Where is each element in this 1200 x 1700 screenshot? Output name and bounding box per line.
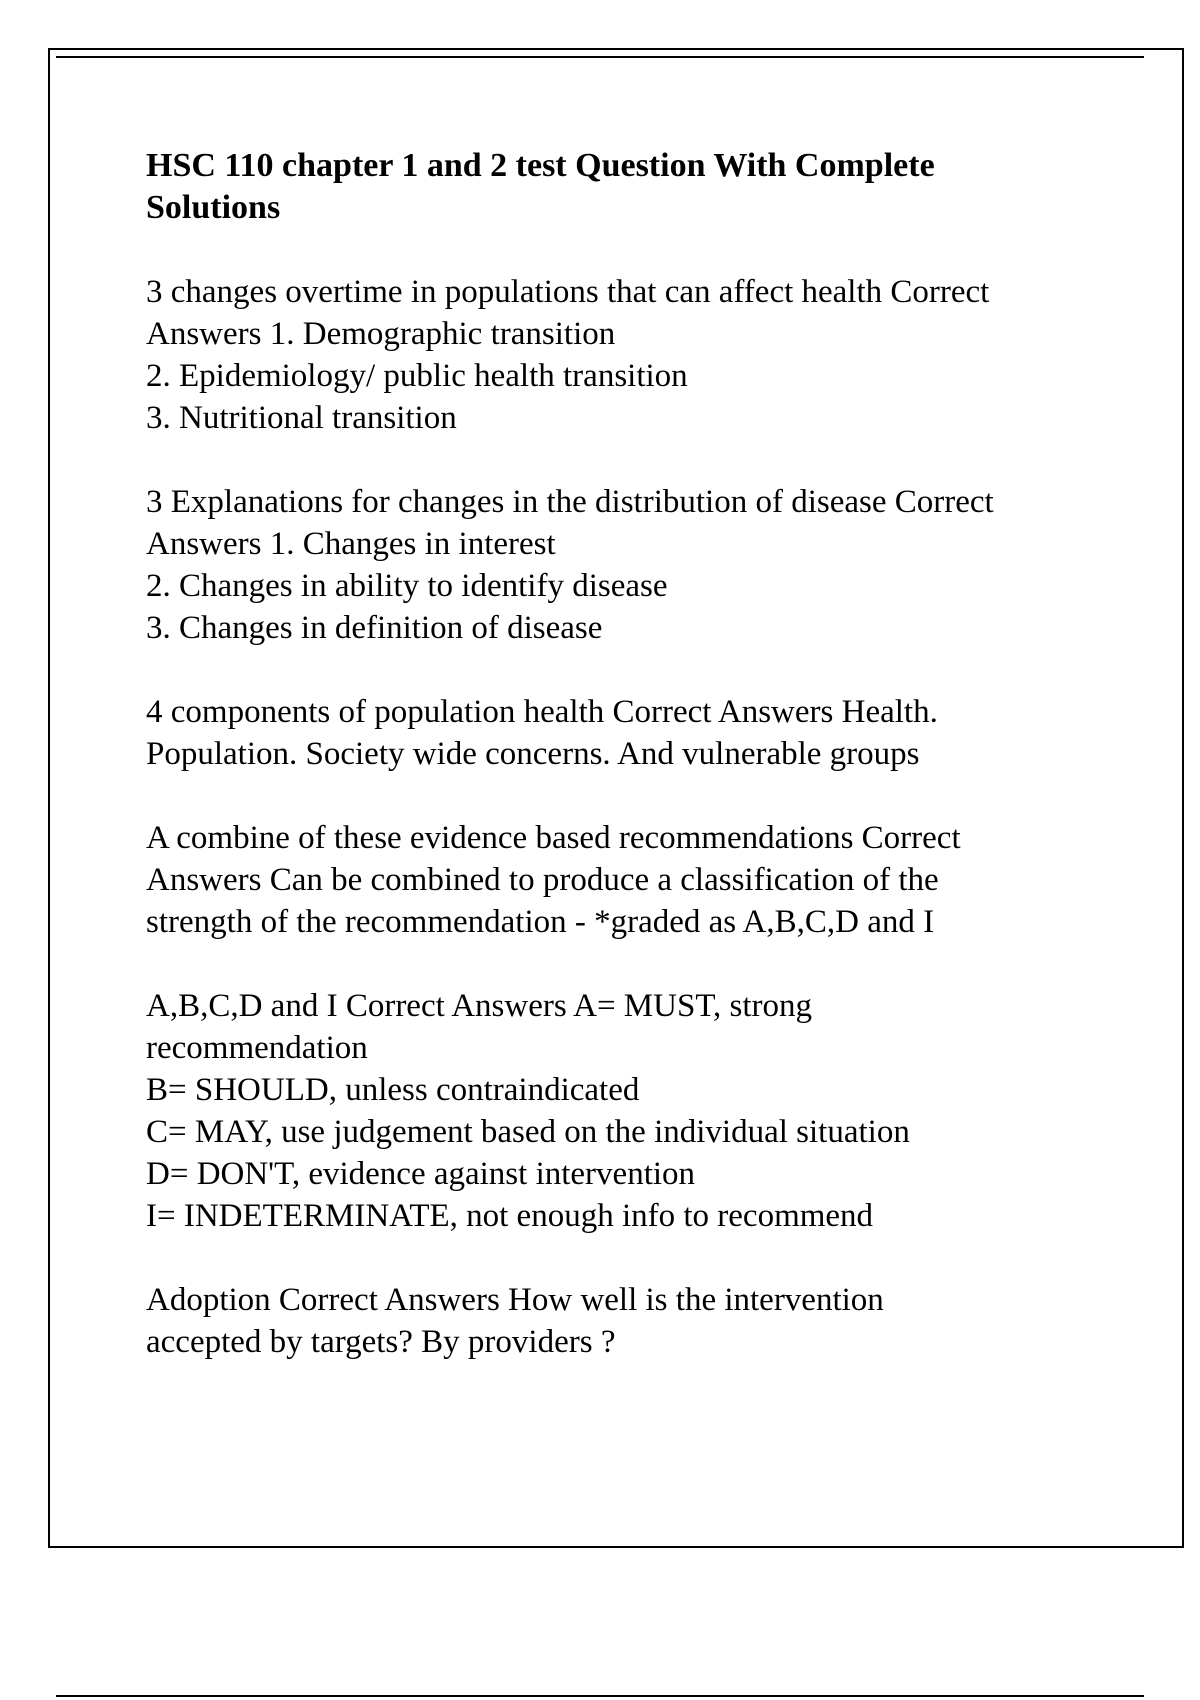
qa-entry-population-health-components: 4 components of population health Correct Answers Health. Population. Society wide concerns. And vulnerable groups [146, 694, 938, 772]
qa-entry-adoption: Adoption Correct Answers How well is the intervention accepted by targets? By providers ? [146, 1282, 884, 1360]
qa-entry-evidence-recommendations: A combine of these evidence based recommendations Correct Answers Can be combined to produce a classification of the strength of the recommendation - *graded as A,B,C,D and I [146, 820, 961, 940]
document-body [146, 145, 1106, 1405]
bottom-divider [56, 1695, 1144, 1697]
qa-entry-disease-distribution: 3 Explanations for changes in the distribution of disease Correct Answers 1. Changes in interest 2. Changes in ability to identify disease 3. Changes in definition of disease [146, 484, 994, 646]
document-title: HSC 110 chapter 1 and 2 test Question With Complete Solutions [146, 147, 935, 226]
top-divider [56, 56, 1144, 58]
qa-entry-demographic-changes: 3 changes overtime in populations that can affect health Correct Answers 1. Demographic transition 2. Epidemiology/ public health transition 3. Nutritional transition [146, 274, 990, 436]
qa-entry-grading-scale: A,B,C,D and I Correct Answers A= MUST, strong recommendation B= SHOULD, unless contraindicated C= MAY, use judgement based on the individual situation D= DON'T, evidence against intervention I= INDETERMINATE, not enough info to recommend [146, 988, 910, 1234]
